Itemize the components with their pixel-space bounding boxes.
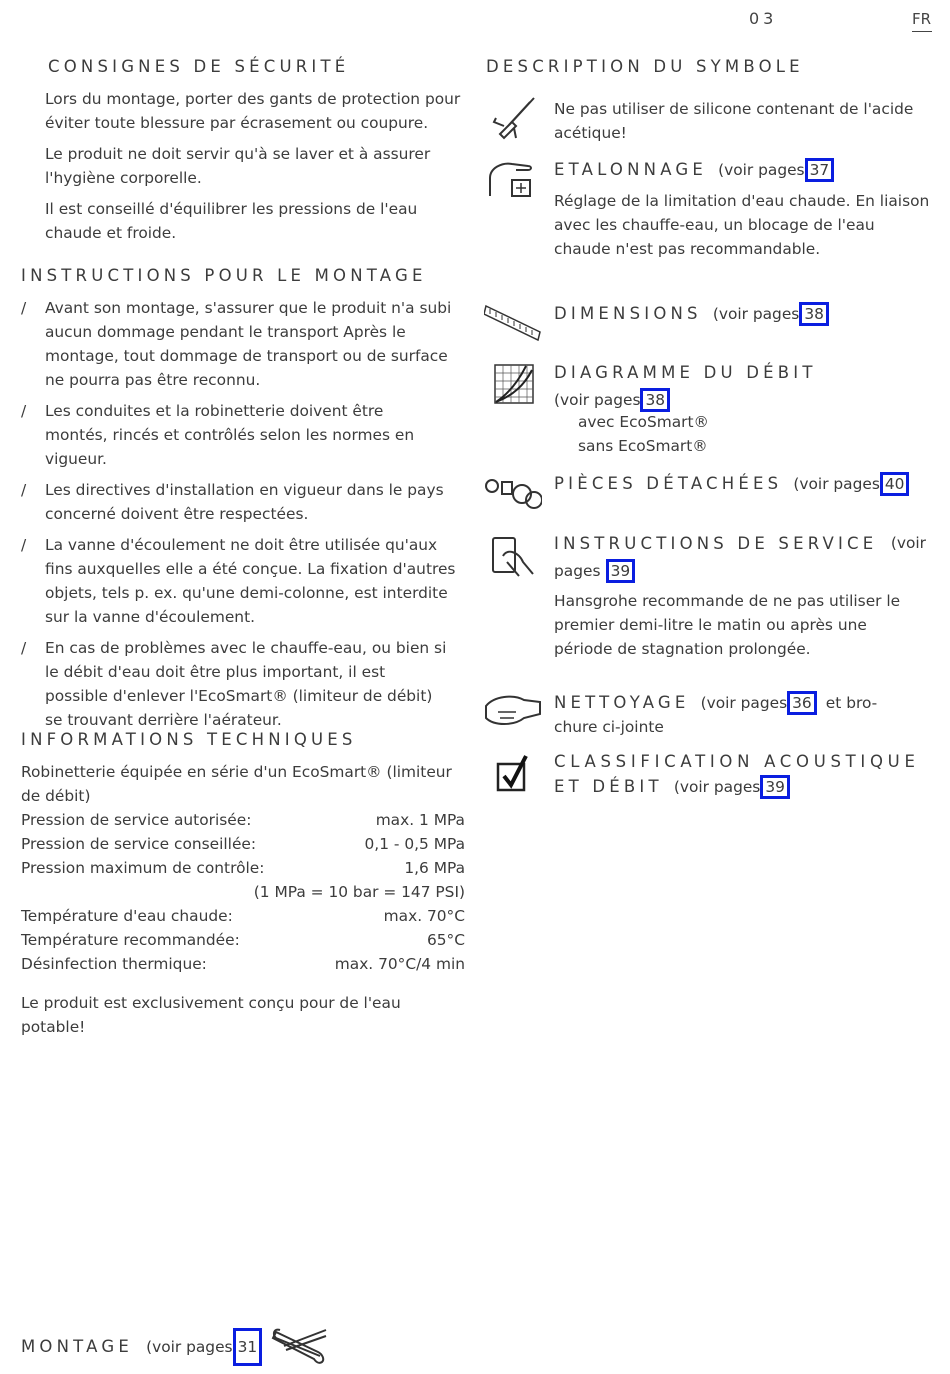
tech-row (21, 904, 465, 928)
tech-note: Le produit est exclusivement conçu pour de l'eau potable! (21, 994, 401, 1036)
language-tag (912, 9, 932, 32)
silicone-gun-icon (490, 96, 538, 140)
symbols-title: DESCRIPTION DU SYMBOLE (486, 57, 804, 76)
tech-label: Pression de service autorisée: (21, 811, 252, 829)
etalonnage-voir: (voir pages (718, 161, 805, 179)
page-number: 03 (749, 9, 778, 28)
list-item-text: Les directives d'installation en vigueur dans le pays concerné doivent être respectées. (45, 481, 444, 523)
slash-bullet: / (21, 481, 27, 499)
classification-heading (554, 752, 920, 799)
hand-calibration-icon (486, 158, 536, 200)
nettoyage-after: et bro- (825, 694, 878, 712)
tech-label: Température d'eau chaude: (21, 907, 233, 925)
page-link[interactable]: 37 (805, 158, 835, 182)
dimensions-title: DIMENSIONS (554, 304, 702, 323)
tech-section (21, 760, 465, 1039)
tech-row (21, 856, 465, 880)
service-heading (554, 534, 926, 553)
flow-diagram-icon (494, 364, 534, 404)
cleaning-hand-icon (484, 692, 542, 730)
etalonnage-heading (554, 158, 834, 182)
slash-bullet: / (21, 402, 27, 420)
tech-row (21, 808, 465, 832)
dimensions-voir: (voir pages (712, 305, 800, 323)
service-voir-pages: pages (554, 562, 601, 580)
list-item (21, 533, 466, 629)
service-title-row (554, 534, 926, 553)
classification-title-1: CLASSIFICATION ACOUSTIQUE (554, 752, 920, 771)
safety-paragraph: Lors du montage, porter des gants de protection pour éviter toute blessure par écrasement ou coupure. (45, 90, 461, 132)
install-section (21, 296, 466, 739)
tech-label: Désinfection thermique: (21, 955, 207, 973)
slash-bullet: / (21, 639, 27, 657)
etalonnage-title: ETALONNAGE (554, 160, 707, 179)
tech-intro: Robinetterie équipée en série d'un EcoSmart® (limiteur de débit) (21, 763, 452, 805)
classification-voir: (voir pages (673, 778, 761, 796)
montage-voir: (voir pages (146, 1338, 233, 1356)
tech-row (21, 880, 465, 904)
tech-label: Pression maximum de contrôle: (21, 859, 265, 877)
service-voir-line (554, 559, 635, 583)
classification-title-2: ET DÉBIT (554, 777, 663, 796)
tech-row (21, 832, 465, 856)
nettoyage-heading (554, 691, 877, 715)
service-text: Hansgrohe recommande de ne pas utiliser le premier demi-litre le matin ou après une période de stagnation prolongée. (554, 592, 901, 658)
slash-bullet: / (21, 536, 27, 554)
diagramme-sub: avec EcoSmart® (578, 413, 709, 431)
pieces-heading (554, 472, 909, 496)
dimensions-heading (554, 302, 829, 326)
tech-label: Pression de service conseillée: (21, 835, 257, 853)
list-item-text: En cas de problèmes avec le chauffe-eau, ou bien si le débit d'eau doit être plus important, il est possible d'enlever l'EcoSmart® (limiteur de débit) se trouvant derrière l'aérateur. (45, 639, 447, 729)
safety-paragraph: Le produit ne doit servir qu'à se laver et à assurer l'hygiène corporelle. (45, 145, 431, 187)
pieces-voir: (voir pages (793, 475, 880, 493)
tech-row (21, 928, 465, 952)
slash-bullet: / (21, 299, 27, 317)
pieces-title: PIÈCES DÉTACHÉES (554, 474, 783, 493)
nettoyage-title: NETTOYAGE (554, 693, 690, 712)
tech-value: 65°C (426, 931, 465, 949)
tech-value: 1,6 MPa (404, 859, 465, 877)
diagramme-sublist (578, 410, 709, 458)
nettoyage-after2: chure ci-jointe (554, 718, 664, 736)
tech-label: Température recommandée: (21, 931, 240, 949)
tech-value: max. 70°C (383, 907, 465, 925)
list-item-text: Avant son montage, s'assurer que le produit n'a subi aucun dommage pendant le transport Après le montage, tout dommage de transport ou de surface ne pourra pas être reconnu. (45, 299, 452, 389)
page-link[interactable]: 31 (233, 1328, 263, 1366)
install-title: INSTRUCTIONS POUR LE MONTAGE (21, 266, 427, 285)
diagramme-title: DIAGRAMME DU DÉBIT (554, 363, 817, 382)
list-item (21, 478, 466, 526)
page-link[interactable]: 39 (760, 775, 790, 799)
tech-title: INFORMATIONS TECHNIQUES (21, 730, 357, 749)
language-underline (912, 31, 932, 32)
list-item-text: Les conduites et la robinetterie doivent être montés, rincés et contrôlés selon les normes en vigueur. (45, 402, 415, 468)
ruler-icon (484, 302, 542, 342)
safety-section (45, 87, 465, 252)
page-link[interactable]: 39 (606, 559, 636, 583)
silicone-text: Ne pas utiliser de silicone contenant de l'acide acétique! (554, 100, 914, 142)
tech-row (21, 952, 465, 976)
list-item (21, 399, 466, 471)
nettoyage-voir: (voir pages (700, 694, 788, 712)
etalonnage-text: Réglage de la limitation d'eau chaude. En liaison avec les chauffe-eau, un blocage de l'eau chaude n'est pas recommandable. (554, 192, 930, 258)
page-link[interactable]: 38 (640, 388, 670, 412)
language-code: FR (912, 10, 932, 28)
list-item (21, 636, 466, 732)
tech-value: (1 MPa = 10 bar = 147 PSI) (253, 883, 465, 901)
diagramme-block (554, 363, 817, 382)
spare-parts-icon (484, 472, 542, 514)
service-hand-icon (489, 534, 537, 578)
safety-paragraph: Il est conseillé d'équilibrer les pressions de l'eau chaude et froide. (45, 200, 418, 242)
tech-value: max. 70°C/4 min (334, 955, 465, 973)
wrench-screwdriver-icon (270, 1326, 328, 1366)
install-list (21, 296, 466, 732)
montage-block (21, 1328, 262, 1366)
diagramme-voir: (voir pages (554, 391, 641, 409)
list-item-text: La vanne d'écoulement ne doit être utilisée qu'aux fins auxquelles elle a été conçue. La fixation d'autres objets, tels p. ex. qu'une demi-colonne, est interdite sur la vanne d'écoulement. (45, 536, 456, 626)
page-link[interactable]: 40 (880, 472, 910, 496)
diagramme-sub: sans EcoSmart® (578, 437, 708, 455)
list-item (21, 296, 466, 392)
page-link[interactable]: 38 (799, 302, 829, 326)
service-voir: (voir (890, 534, 926, 552)
diagramme-voir-line (554, 388, 670, 412)
service-title: INSTRUCTIONS DE SERVICE (554, 534, 878, 553)
page-link[interactable]: 36 (787, 691, 817, 715)
tech-value: max. 1 MPa (375, 811, 465, 829)
safety-title: CONSIGNES DE SÉCURITÉ (48, 57, 350, 76)
tech-value: 0,1 - 0,5 MPa (364, 835, 465, 853)
montage-title: MONTAGE (21, 1337, 133, 1356)
checkbox-checked-icon (496, 754, 528, 794)
